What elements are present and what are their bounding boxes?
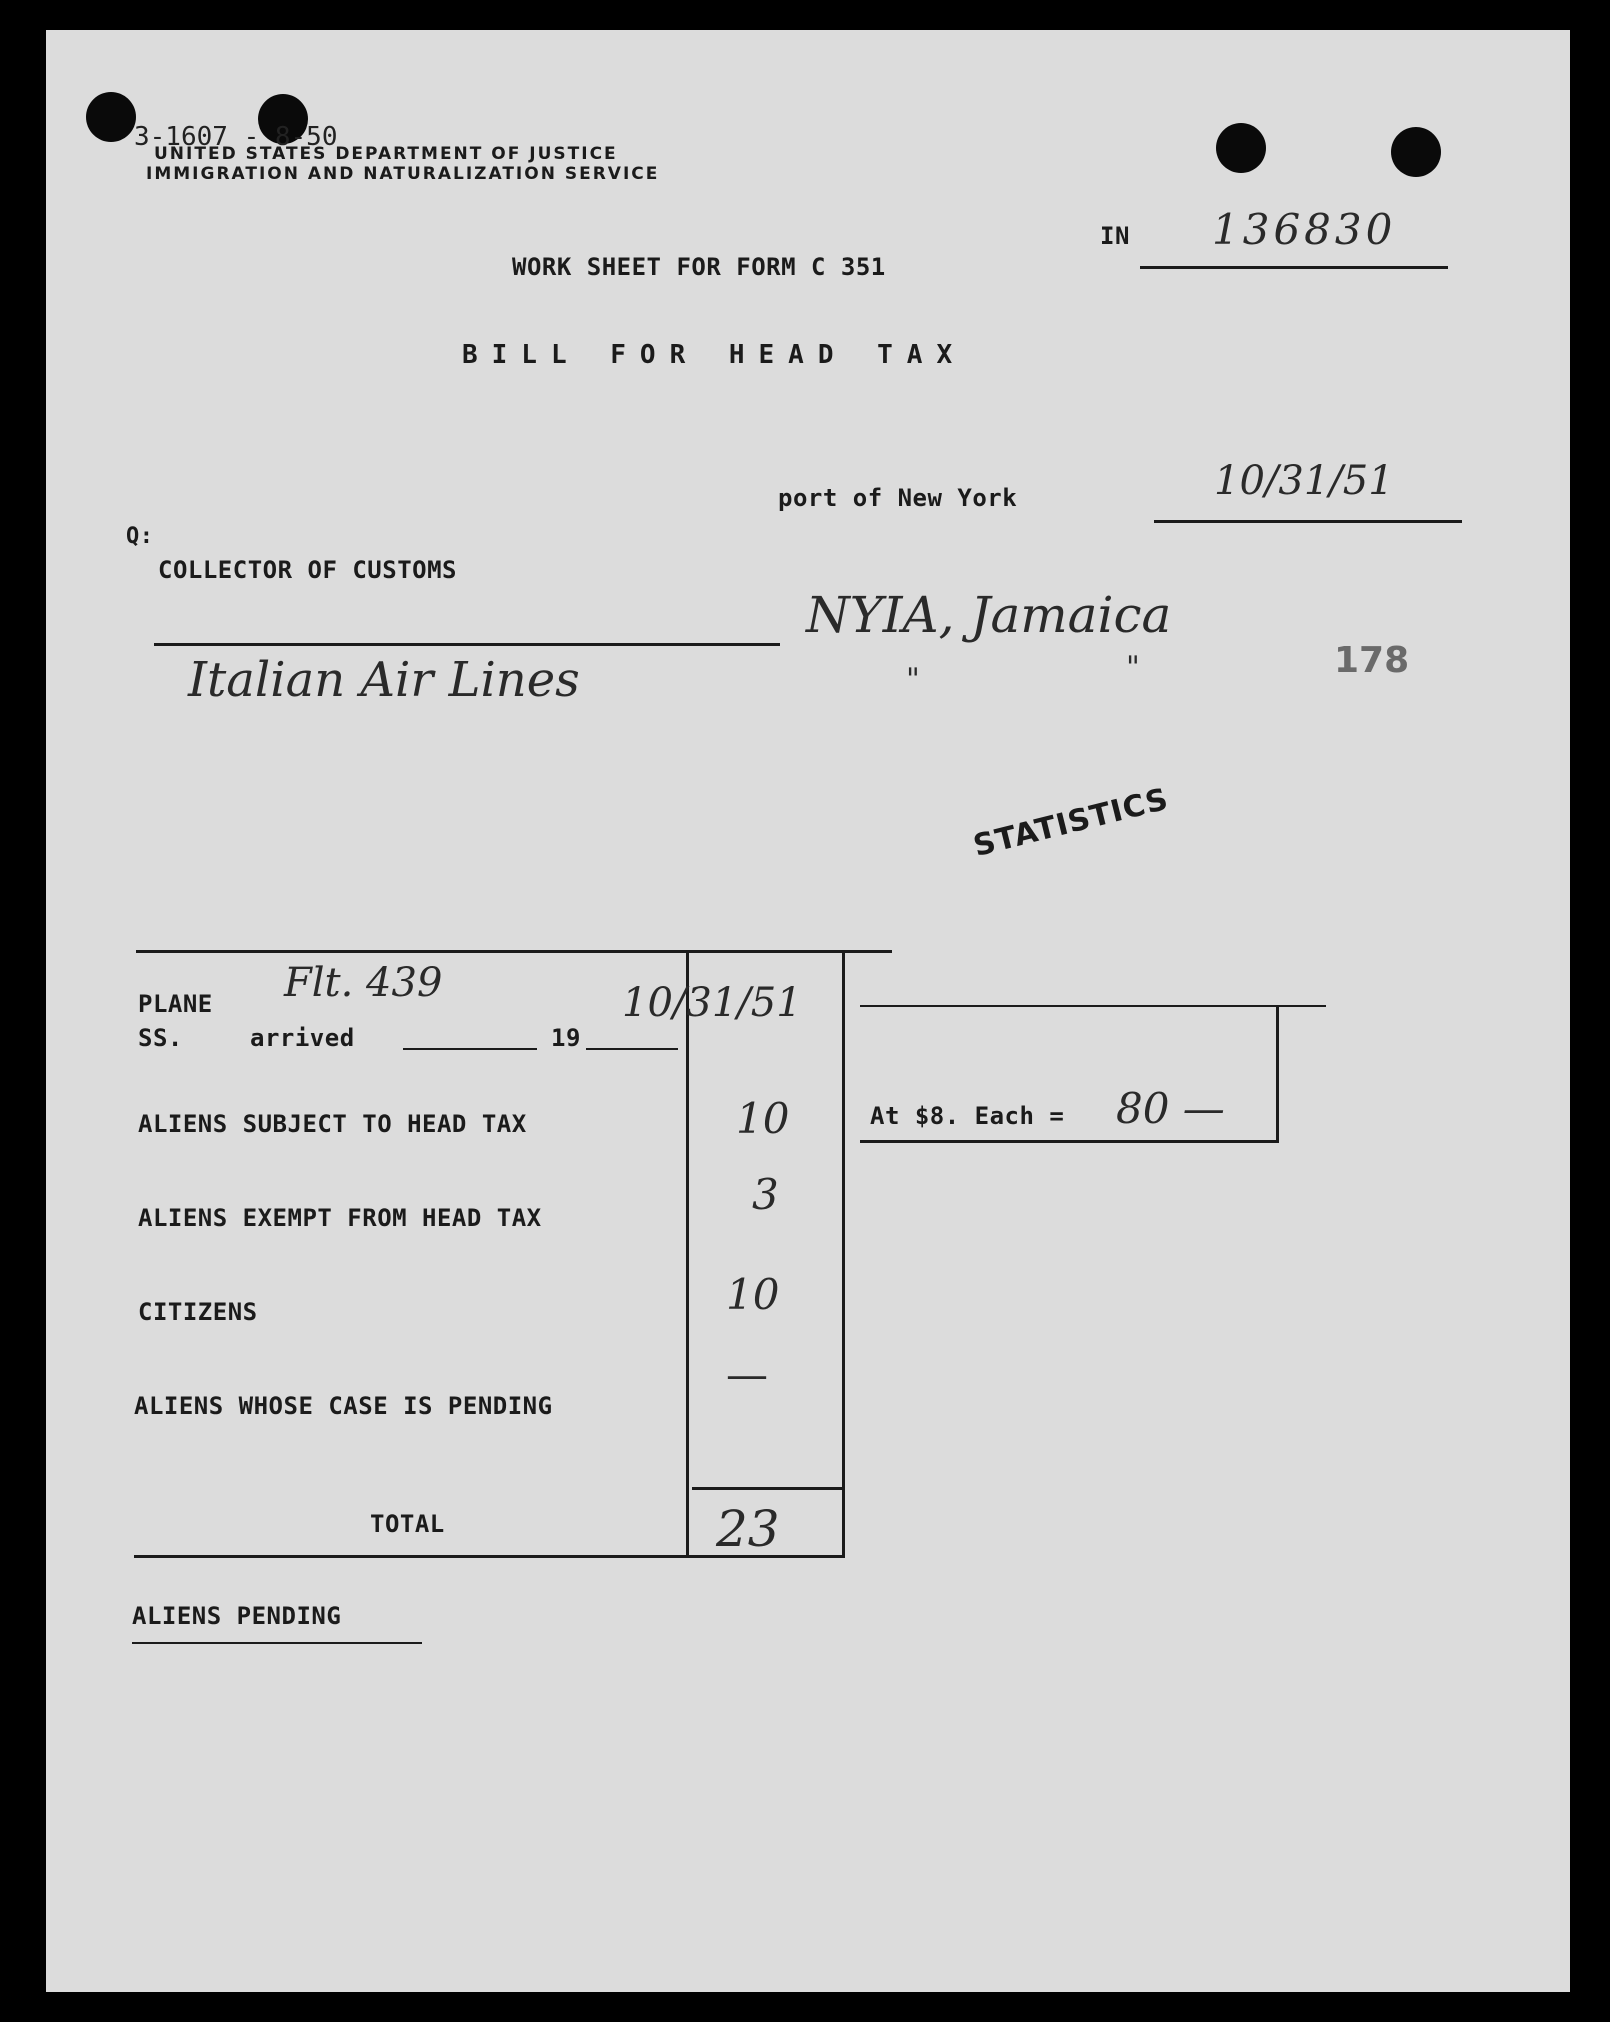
department-line-1: UNITED STATES DEPARTMENT OF JUSTICE (154, 144, 618, 164)
in-number: 136830 (1212, 205, 1397, 254)
tax-box-top (860, 1005, 1326, 1007)
row-value-pending: — (726, 1350, 768, 1399)
arrival-date-handwritten: 10/31/51 (622, 980, 802, 1026)
ss-label: SS. (138, 1024, 183, 1052)
ditto-mark-right: " (1126, 650, 1140, 685)
in-label: IN (1100, 222, 1130, 250)
tax-rate-label: At $8. Each = (870, 1102, 1065, 1130)
year-prefix: 19 (551, 1024, 581, 1052)
table-total-rule (692, 1487, 842, 1490)
table-value-column-right (842, 950, 845, 1558)
document-page (46, 30, 1570, 1992)
arrived-label: arrived (250, 1024, 355, 1052)
in-number-underline (1140, 266, 1448, 269)
punch-hole (1391, 127, 1441, 177)
to-label: Q: (126, 524, 154, 549)
punch-hole (1216, 123, 1266, 173)
date-underline (1154, 520, 1462, 523)
department-line-2: IMMIGRATION AND NATURALIZATION SERVICE (146, 164, 660, 184)
collector-underline (154, 643, 780, 646)
carrier-handwritten: Italian Air Lines (188, 652, 580, 708)
file-reference: 3-1607 - 8-50 (134, 122, 338, 152)
location-handwritten: NYIA, Jamaica (806, 586, 1172, 644)
bill-title: BILL FOR HEAD TAX (462, 340, 967, 370)
row-label-exempt: ALIENS EXEMPT FROM HEAD TAX (138, 1204, 542, 1232)
punch-hole (86, 92, 136, 142)
row-label-pending: ALIENS WHOSE CASE IS PENDING (134, 1392, 553, 1420)
row-value-subject: 10 (736, 1094, 790, 1143)
ditto-mark-left: " (906, 662, 920, 697)
date-handwritten: 10/31/51 (1214, 458, 1394, 504)
row-label-citizens: CITIZENS (138, 1298, 258, 1326)
row-value-exempt: 3 (752, 1170, 779, 1219)
table-value-column-left (686, 950, 689, 1558)
statistics-stamp: STATISTICS (970, 781, 1173, 864)
stamp-number: 178 (1334, 640, 1410, 681)
tax-box-bottom (860, 1140, 1279, 1143)
tax-box-right (1276, 1005, 1279, 1143)
row-label-subject: ALIENS SUBJECT TO HEAD TAX (138, 1110, 527, 1138)
total-value: 23 (716, 1500, 780, 1558)
flight-handwritten: Flt. 439 (284, 960, 443, 1006)
arrived-underline (403, 1048, 537, 1050)
plane-label: PLANE (138, 990, 213, 1018)
table-top-border (136, 950, 892, 953)
year-underline (586, 1048, 678, 1050)
aliens-pending-underline (132, 1642, 422, 1644)
collector-label: COLLECTOR OF CUSTOMS (158, 556, 457, 584)
worksheet-title: WORK SHEET FOR FORM C 351 (512, 253, 886, 281)
aliens-pending-label: ALIENS PENDING (132, 1602, 342, 1630)
total-label: TOTAL (370, 1510, 445, 1538)
tax-amount-handwritten: 80 — (1116, 1084, 1225, 1133)
port-label: port of New York (778, 484, 1018, 512)
row-value-citizens: 10 (726, 1270, 780, 1319)
